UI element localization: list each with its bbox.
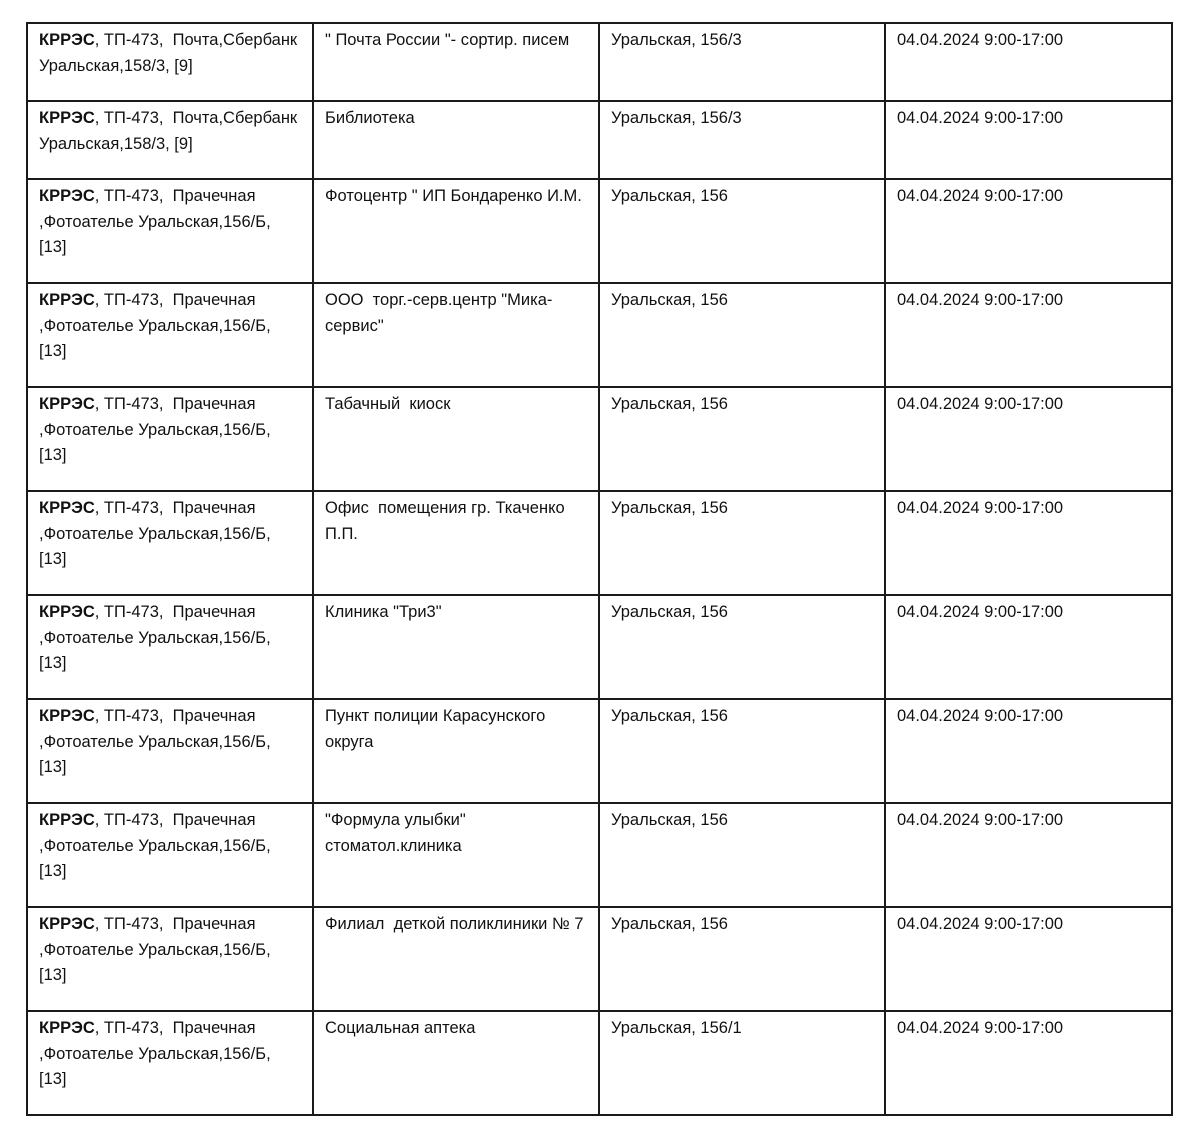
source-text: , ТП-473, Прачечная ,Фотоателье Уральская,156/Б, [13]: [39, 915, 276, 985]
consumer-cell: ООО торг.-серв.центр "Мика-сервис": [313, 283, 599, 387]
source-cell: [27, 179, 313, 283]
table-row: [27, 101, 1172, 179]
period-cell: 04.04.2024 9:00-17:00: [885, 387, 1172, 491]
source-text: , ТП-473, Прачечная ,Фотоателье Уральская,156/Б, [13]: [39, 187, 276, 257]
address-cell: Уральская, 156: [599, 699, 885, 803]
source-cell: [27, 23, 313, 101]
org-name: КРРЭС: [39, 707, 95, 725]
org-name: КРРЭС: [39, 291, 95, 309]
period-cell: 04.04.2024 9:00-17:00: [885, 699, 1172, 803]
address-cell: Уральская, 156: [599, 387, 885, 491]
period-cell: 04.04.2024 9:00-17:00: [885, 101, 1172, 179]
period-cell: 04.04.2024 9:00-17:00: [885, 491, 1172, 595]
address-cell: Уральская, 156: [599, 595, 885, 699]
source-text: , ТП-473, Прачечная ,Фотоателье Уральская,156/Б, [13]: [39, 707, 276, 777]
consumer-cell: Социальная аптека: [313, 1011, 599, 1115]
source-text: , ТП-473, Прачечная ,Фотоателье Уральская,156/Б, [13]: [39, 395, 276, 465]
source-text: , ТП-473, Прачечная ,Фотоателье Уральская,156/Б, [13]: [39, 499, 276, 569]
consumer-cell: " Почта России "- сортир. писем: [313, 23, 599, 101]
table-row: [27, 803, 1172, 907]
org-name: КРРЭС: [39, 395, 95, 413]
source-text: , ТП-473, Почта,Сбербанк Уральская,158/3, [9]: [39, 109, 302, 153]
address-cell: Уральская, 156: [599, 179, 885, 283]
table-row: [27, 491, 1172, 595]
table-row: [27, 283, 1172, 387]
consumer-cell: Фотоцентр " ИП Бондаренко И.М.: [313, 179, 599, 283]
period-cell: 04.04.2024 9:00-17:00: [885, 23, 1172, 101]
source-cell: [27, 387, 313, 491]
consumer-cell: Пункт полиции Карасунского округа: [313, 699, 599, 803]
org-name: КРРЭС: [39, 499, 95, 517]
source-text: , ТП-473, Прачечная ,Фотоателье Уральская,156/Б, [13]: [39, 811, 276, 881]
consumer-cell: Табачный киоск: [313, 387, 599, 491]
outage-table: [26, 22, 1173, 1116]
source-cell: [27, 1011, 313, 1115]
org-name: КРРЭС: [39, 109, 95, 127]
consumer-cell: Библиотека: [313, 101, 599, 179]
source-cell: [27, 699, 313, 803]
address-cell: Уральская, 156: [599, 283, 885, 387]
source-text: , ТП-473, Прачечная ,Фотоателье Уральская,156/Б, [13]: [39, 603, 276, 673]
table-row: [27, 907, 1172, 1011]
table-row: [27, 595, 1172, 699]
consumer-cell: Клиника "Три3": [313, 595, 599, 699]
period-cell: 04.04.2024 9:00-17:00: [885, 803, 1172, 907]
period-cell: 04.04.2024 9:00-17:00: [885, 179, 1172, 283]
consumer-cell: "Формула улыбки" стоматол.клиника: [313, 803, 599, 907]
period-cell: 04.04.2024 9:00-17:00: [885, 1011, 1172, 1115]
consumer-cell: Филиал деткой поликлиники № 7: [313, 907, 599, 1011]
table-row: [27, 23, 1172, 101]
outage-table-body: [27, 23, 1172, 1115]
org-name: КРРЭС: [39, 811, 95, 829]
table-row: [27, 179, 1172, 283]
period-cell: 04.04.2024 9:00-17:00: [885, 595, 1172, 699]
org-name: КРРЭС: [39, 1019, 95, 1037]
period-cell: 04.04.2024 9:00-17:00: [885, 907, 1172, 1011]
address-cell: Уральская, 156: [599, 491, 885, 595]
source-cell: [27, 907, 313, 1011]
source-cell: [27, 283, 313, 387]
address-cell: Уральская, 156/1: [599, 1011, 885, 1115]
source-text: , ТП-473, Прачечная ,Фотоателье Уральская,156/Б, [13]: [39, 1019, 276, 1089]
table-row: [27, 699, 1172, 803]
consumer-cell: Офис помещения гр. Ткаченко П.П.: [313, 491, 599, 595]
source-text: , ТП-473, Почта,Сбербанк Уральская,158/3, [9]: [39, 31, 302, 75]
address-cell: Уральская, 156: [599, 907, 885, 1011]
table-row: [27, 387, 1172, 491]
table-row: [27, 1011, 1172, 1115]
org-name: КРРЭС: [39, 187, 95, 205]
address-cell: Уральская, 156/3: [599, 101, 885, 179]
org-name: КРРЭС: [39, 31, 95, 49]
address-cell: Уральская, 156: [599, 803, 885, 907]
source-cell: [27, 803, 313, 907]
source-text: , ТП-473, Прачечная ,Фотоателье Уральская,156/Б, [13]: [39, 291, 276, 361]
source-cell: [27, 101, 313, 179]
org-name: КРРЭС: [39, 603, 95, 621]
org-name: КРРЭС: [39, 915, 95, 933]
source-cell: [27, 491, 313, 595]
address-cell: Уральская, 156/3: [599, 23, 885, 101]
source-cell: [27, 595, 313, 699]
period-cell: 04.04.2024 9:00-17:00: [885, 283, 1172, 387]
